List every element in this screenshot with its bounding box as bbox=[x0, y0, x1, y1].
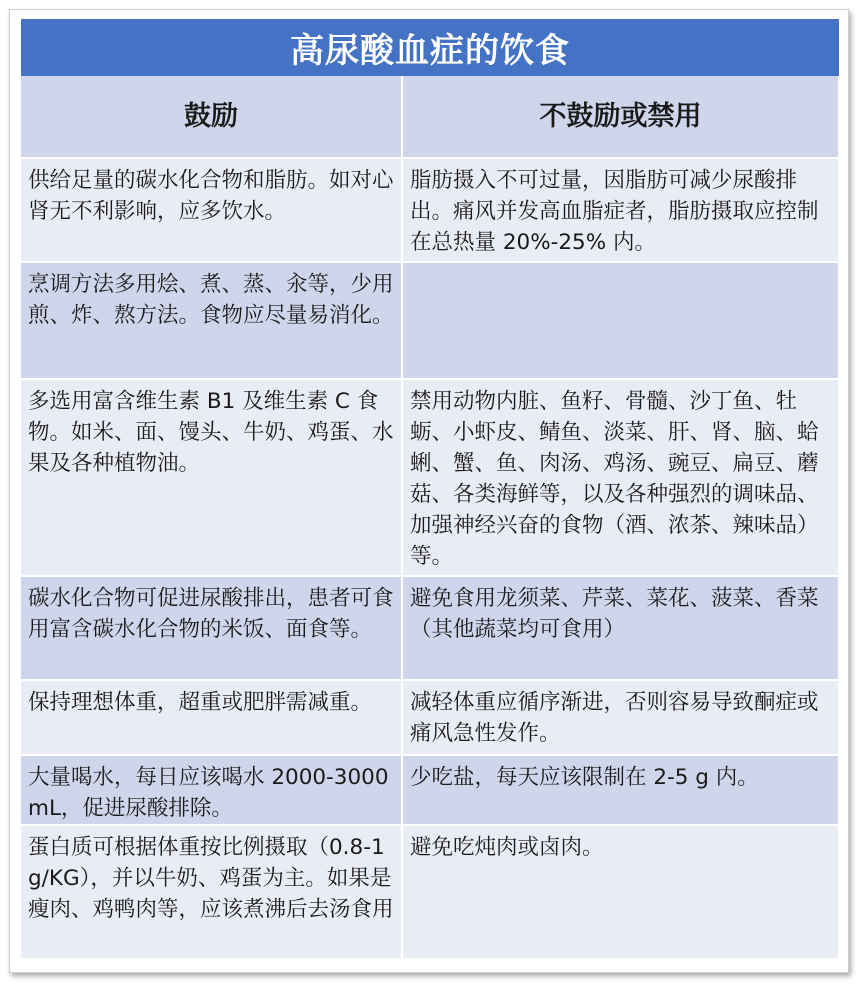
discourage-cell: 禁用动物内脏、鱼籽、骨髓、沙丁鱼、牡蛎、小虾皮、鲭鱼、淡菜、肝、肾、脑、蛤蜊、蟹、鱼、肉汤、鸡汤、豌豆、扁豆、蘑菇、各类海鲜等，以及各种强烈的调味品、加强神经兴奋的食物（酒、浓茶、辣味品）等。 bbox=[402, 379, 839, 576]
encourage-cell: 烹调方法多用烩、煮、蒸、汆等，少用煎、炸、熬方法。食物应尽量易消化。 bbox=[21, 262, 402, 379]
table-title: 高尿酸血症的饮食 bbox=[21, 19, 839, 76]
header-row bbox=[21, 76, 839, 158]
table-row bbox=[21, 680, 839, 755]
header-discourage: 不鼓励或禁用 bbox=[402, 76, 839, 158]
encourage-cell: 多选用富含维生素 B1 及维生素 C 食物。如米、面、馒头、牛奶、鸡蛋、水果及各种植物油。 bbox=[21, 379, 402, 576]
table-row bbox=[21, 576, 839, 680]
discourage-cell bbox=[402, 262, 839, 379]
encourage-cell: 蛋白质可根据体重按比例摄取（0.8-1 g/KG），并以牛奶、鸡蛋为主。如果是瘦肉、鸡鸭肉等，应该煮沸后去汤食用 bbox=[21, 825, 402, 959]
table-row bbox=[21, 379, 839, 576]
table-row bbox=[21, 825, 839, 959]
discourage-cell: 减轻体重应循序渐进，否则容易导致酮症或痛风急性发作。 bbox=[402, 680, 839, 755]
table-row bbox=[21, 262, 839, 379]
encourage-cell: 保持理想体重，超重或肥胖需减重。 bbox=[21, 680, 402, 755]
discourage-cell: 避免吃炖肉或卤肉。 bbox=[402, 825, 839, 959]
table-row bbox=[21, 755, 839, 825]
discourage-cell: 少吃盐，每天应该限制在 2-5 g 内。 bbox=[402, 755, 839, 825]
diet-table bbox=[21, 76, 840, 960]
encourage-cell: 大量喝水，每日应该喝水 2000-3000 mL，促进尿酸排除。 bbox=[21, 755, 402, 825]
encourage-cell: 碳水化合物可促进尿酸排出，患者可食用富含碳水化合物的米饭、面食等。 bbox=[21, 576, 402, 680]
discourage-cell: 避免食用龙须菜、芹菜、菜花、菠菜、香菜（其他蔬菜均可食用） bbox=[402, 576, 839, 680]
discourage-cell: 脂肪摄入不可过量，因脂肪可减少尿酸排出。痛风并发高血脂症者，脂肪摄取应控制在总热量 20%-25% 内。 bbox=[402, 158, 839, 262]
table-row bbox=[21, 158, 839, 262]
encourage-cell: 供给足量的碳水化合物和脂肪。如对心肾无不利影响，应多饮水。 bbox=[21, 158, 402, 262]
header-encourage: 鼓励 bbox=[21, 76, 402, 158]
